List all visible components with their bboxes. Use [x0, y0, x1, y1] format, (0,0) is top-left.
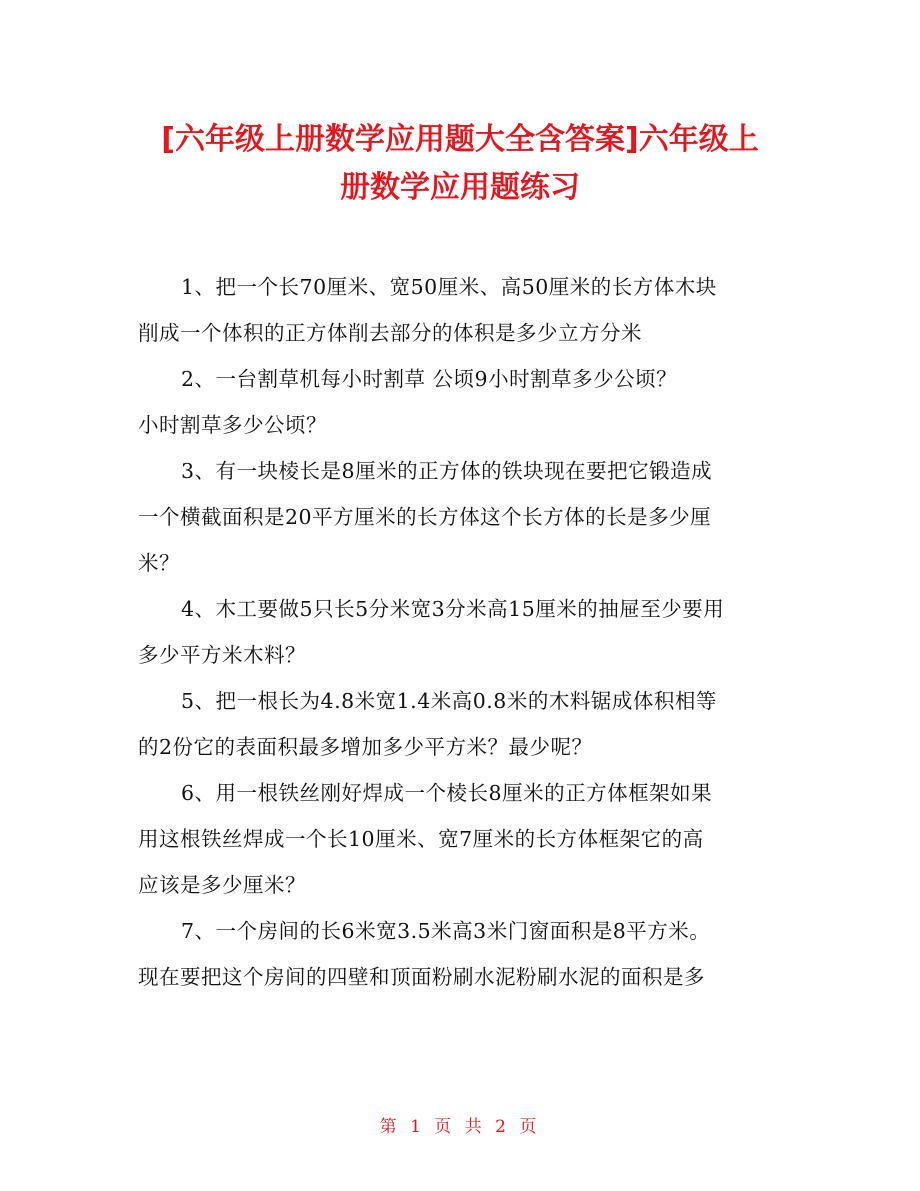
- question-line: 2、一台割草机每小时割草 公顷9小时割草多少公顷？: [181, 367, 678, 391]
- question-line: 5、把一根长为4.8米宽1.4米高0.8米的木料锯成体积相等: [181, 689, 717, 713]
- question-line: 6、用一根铁丝刚好焊成一个棱长8厘米的正方体框架如果: [181, 781, 713, 805]
- question-1: [138, 264, 784, 356]
- document-body: [138, 264, 784, 1000]
- question-line: 的2份它的表面积最多增加多少平方米？最少呢？: [138, 735, 593, 759]
- question-line: 多少平方米木料？: [138, 643, 306, 667]
- document-title: [120, 116, 800, 212]
- question-5: [138, 678, 784, 770]
- question-6: [138, 770, 784, 908]
- question-2: [138, 356, 784, 448]
- question-line: 一个横截面积是20平方厘米的长方体这个长方体的长是多少厘: [138, 505, 712, 529]
- question-line: 应该是多少厘米？: [138, 873, 306, 897]
- question-4: [138, 586, 784, 678]
- question-line: 用这根铁丝焊成一个长10厘米、宽7厘米的长方体框架它的高: [138, 827, 704, 851]
- question-line: 米？: [138, 551, 180, 575]
- question-line: 小时割草多少公顷？: [138, 413, 327, 437]
- page-number-footer: 第 1 页 共 2 页: [379, 1117, 541, 1137]
- title-line-2: 册数学应用题练习: [340, 170, 580, 205]
- question-line: 1、把一个长70厘米、宽50厘米、高50厘米的长方体木块: [181, 275, 717, 299]
- title-line-1: [六年级上册数学应用题大全含答案]六年级上: [161, 122, 759, 157]
- question-line: 削成一个体积的正方体削去部分的体积是多少立方分米: [138, 321, 642, 345]
- question-3: [138, 448, 784, 586]
- question-line: 7、一个房间的长6米宽3.5米高3米门窗面积是8平方米。: [181, 919, 711, 943]
- question-7: [138, 908, 784, 1000]
- question-line: 3、有一块棱长是8厘米的正方体的铁块现在要把它锻造成: [181, 459, 713, 483]
- question-line: 4、木工要做5只长5分米宽3分米高15厘米的抽屉至少要用: [181, 597, 725, 621]
- question-line: 现在要把这个房间的四壁和顶面粉刷水泥粉刷水泥的面积是多: [138, 965, 705, 989]
